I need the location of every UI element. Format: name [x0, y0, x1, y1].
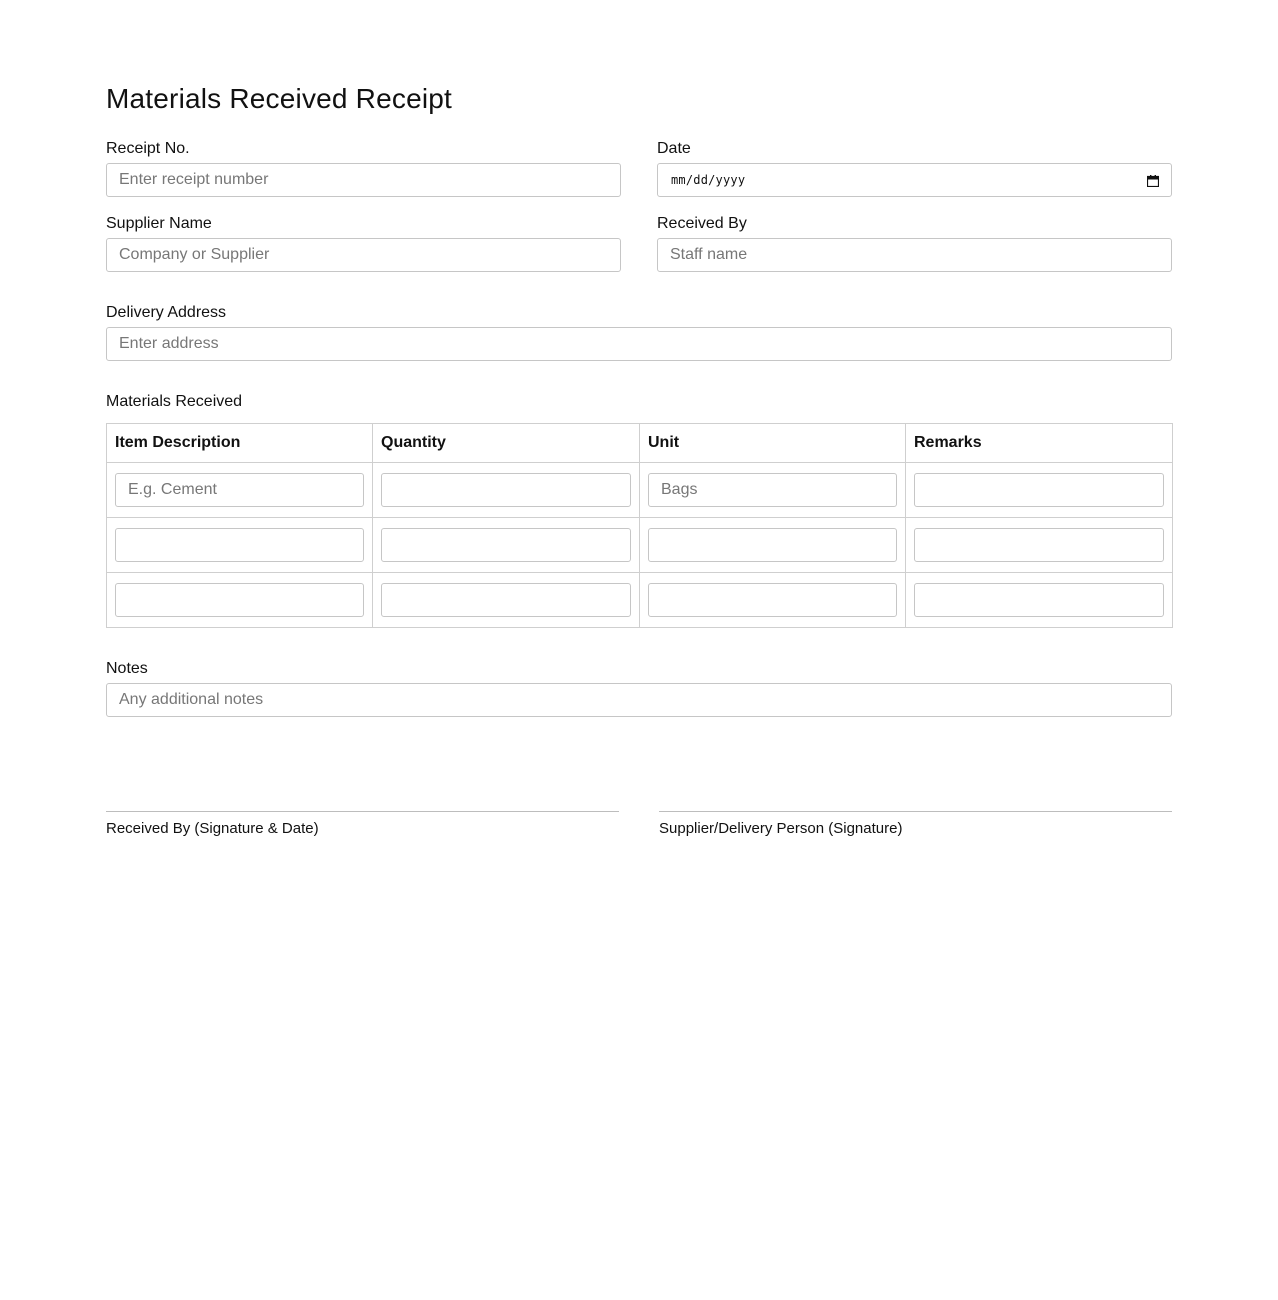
- item-description-input[interactable]: [115, 583, 364, 617]
- materials-section-label: Materials Received: [106, 393, 243, 410]
- remarks-input[interactable]: [914, 473, 1164, 507]
- notes-label: Notes: [106, 660, 148, 677]
- notes-input[interactable]: [106, 683, 1172, 717]
- date-format-text: mm/dd/yyyy: [671, 173, 746, 187]
- table-cell: [906, 463, 1173, 518]
- received-by-label: Received By: [657, 215, 747, 232]
- table-cell: [640, 573, 906, 628]
- materials-header-row: [107, 424, 1173, 463]
- received-by-signature-label: Received By (Signature & Date): [106, 820, 319, 837]
- supplier-name-label: Supplier Name: [106, 215, 212, 232]
- table-cell: [107, 518, 373, 573]
- quantity-input[interactable]: [381, 473, 631, 507]
- quantity-input[interactable]: [381, 583, 631, 617]
- date-label: Date: [657, 140, 691, 157]
- column-header-quantity: Quantity: [373, 424, 640, 463]
- delivery-address-label: Delivery Address: [106, 304, 227, 321]
- table-cell: [107, 463, 373, 518]
- received-by-input[interactable]: [657, 238, 1172, 272]
- quantity-input[interactable]: [381, 528, 631, 562]
- table-cell: [373, 518, 640, 573]
- materials-table: [106, 423, 1173, 628]
- received-by-signature-line: [106, 811, 619, 812]
- unit-input[interactable]: [648, 528, 897, 562]
- remarks-input[interactable]: [914, 528, 1164, 562]
- column-header-item-description: Item Description: [107, 424, 373, 463]
- table-cell: [906, 518, 1173, 573]
- receipt-no-label: Receipt No.: [106, 140, 190, 157]
- supplier-signature-label: Supplier/Delivery Person (Signature): [659, 820, 903, 837]
- table-row: [107, 573, 1173, 628]
- unit-input[interactable]: [648, 583, 897, 617]
- item-description-input[interactable]: [115, 528, 364, 562]
- unit-input[interactable]: [648, 473, 897, 507]
- receipt-no-input[interactable]: [106, 163, 621, 197]
- supplier-name-input[interactable]: [106, 238, 621, 272]
- date-input[interactable]: [657, 163, 1172, 197]
- remarks-input[interactable]: [914, 583, 1164, 617]
- table-cell: [373, 573, 640, 628]
- table-cell: [640, 518, 906, 573]
- table-cell: [640, 463, 906, 518]
- table-row: [107, 463, 1173, 518]
- column-header-unit: Unit: [640, 424, 906, 463]
- table-cell: [373, 463, 640, 518]
- delivery-address-input[interactable]: [106, 327, 1172, 361]
- item-description-input[interactable]: [115, 473, 364, 507]
- supplier-signature-line: [659, 811, 1172, 812]
- page-title: Materials Received Receipt: [106, 83, 453, 114]
- table-cell: [906, 573, 1173, 628]
- table-row: [107, 518, 1173, 573]
- table-cell: [107, 573, 373, 628]
- column-header-remarks: Remarks: [906, 424, 1173, 463]
- calendar-icon[interactable]: [1147, 174, 1159, 186]
